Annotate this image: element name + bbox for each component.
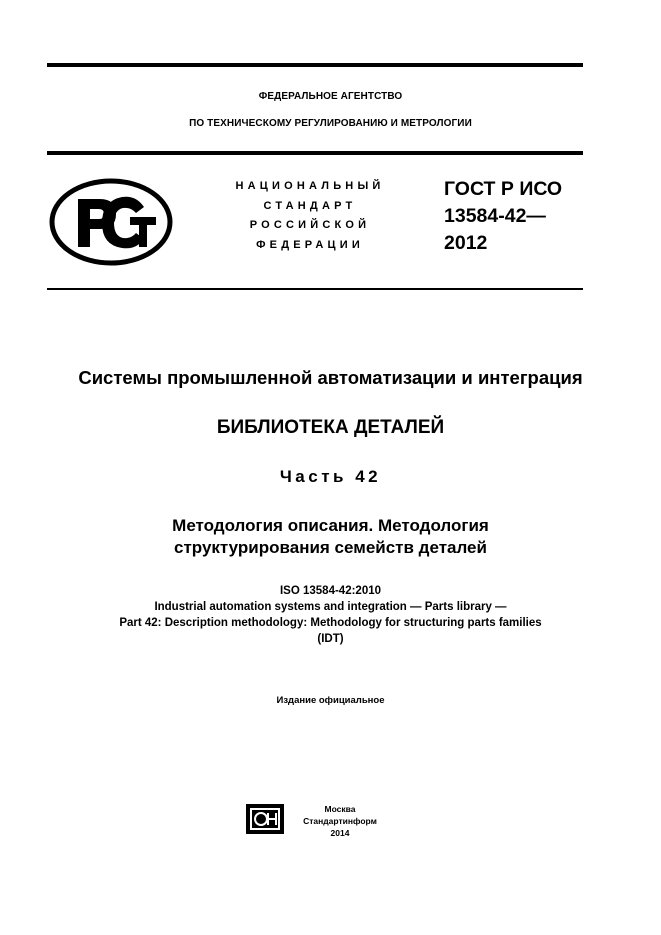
subtitle-line: Методология описания. Методология: [172, 516, 489, 535]
part-number: Часть 42: [279, 467, 382, 486]
national-line: СТАНДАРТ: [263, 199, 357, 212]
iso-line: Industrial automation systems and integration — Parts library —: [154, 601, 507, 613]
national-line: НАЦИОНАЛЬНЫЙ: [235, 180, 385, 192]
iso-reference: [0, 583, 661, 647]
standard-designation: [444, 176, 562, 257]
iso-line: Part 42: Description methodology: Methodology for structuring parts families: [119, 617, 542, 629]
standartinform-logo-icon: [246, 804, 284, 834]
publisher-line: Стандартинформ: [303, 816, 377, 826]
subtitle-line: структурирования семейств деталей: [174, 538, 487, 557]
document-title: Системы промышленной автоматизации и интеграция: [78, 367, 583, 388]
middle-rule: [47, 151, 583, 155]
library-title: БИБЛИОТЕКА ДЕТАЛЕЙ: [216, 417, 445, 438]
national-standard-label: [205, 177, 415, 255]
designation-line: 13584-42—: [444, 205, 546, 227]
publisher-line: Москва: [324, 804, 356, 814]
edition-note: Издание официальное: [276, 695, 385, 706]
part-subtitle: [0, 515, 661, 559]
designation-line: ГОСТ Р ИСО: [444, 178, 563, 200]
iso-line: ISO 13584-42:2010: [279, 585, 382, 597]
agency-line-2: ПО ТЕХНИЧЕСКОМУ РЕГУЛИРОВАНИЮ И МЕТРОЛОГИИ: [189, 118, 472, 129]
iso-line: (IDT): [317, 633, 344, 645]
lower-rule: [47, 288, 583, 290]
rst-certification-mark-icon: [48, 177, 174, 267]
publisher-line: 2014: [330, 828, 350, 838]
national-line: ФЕДЕРАЦИИ: [256, 238, 364, 251]
designation-line: 2012: [444, 232, 488, 254]
national-line: РОССИЙСКОЙ: [249, 219, 371, 231]
agency-line-1: ФЕДЕРАЛЬНОЕ АГЕНТСТВО: [258, 91, 403, 102]
top-rule: [47, 63, 583, 67]
publisher-info: [296, 803, 384, 839]
